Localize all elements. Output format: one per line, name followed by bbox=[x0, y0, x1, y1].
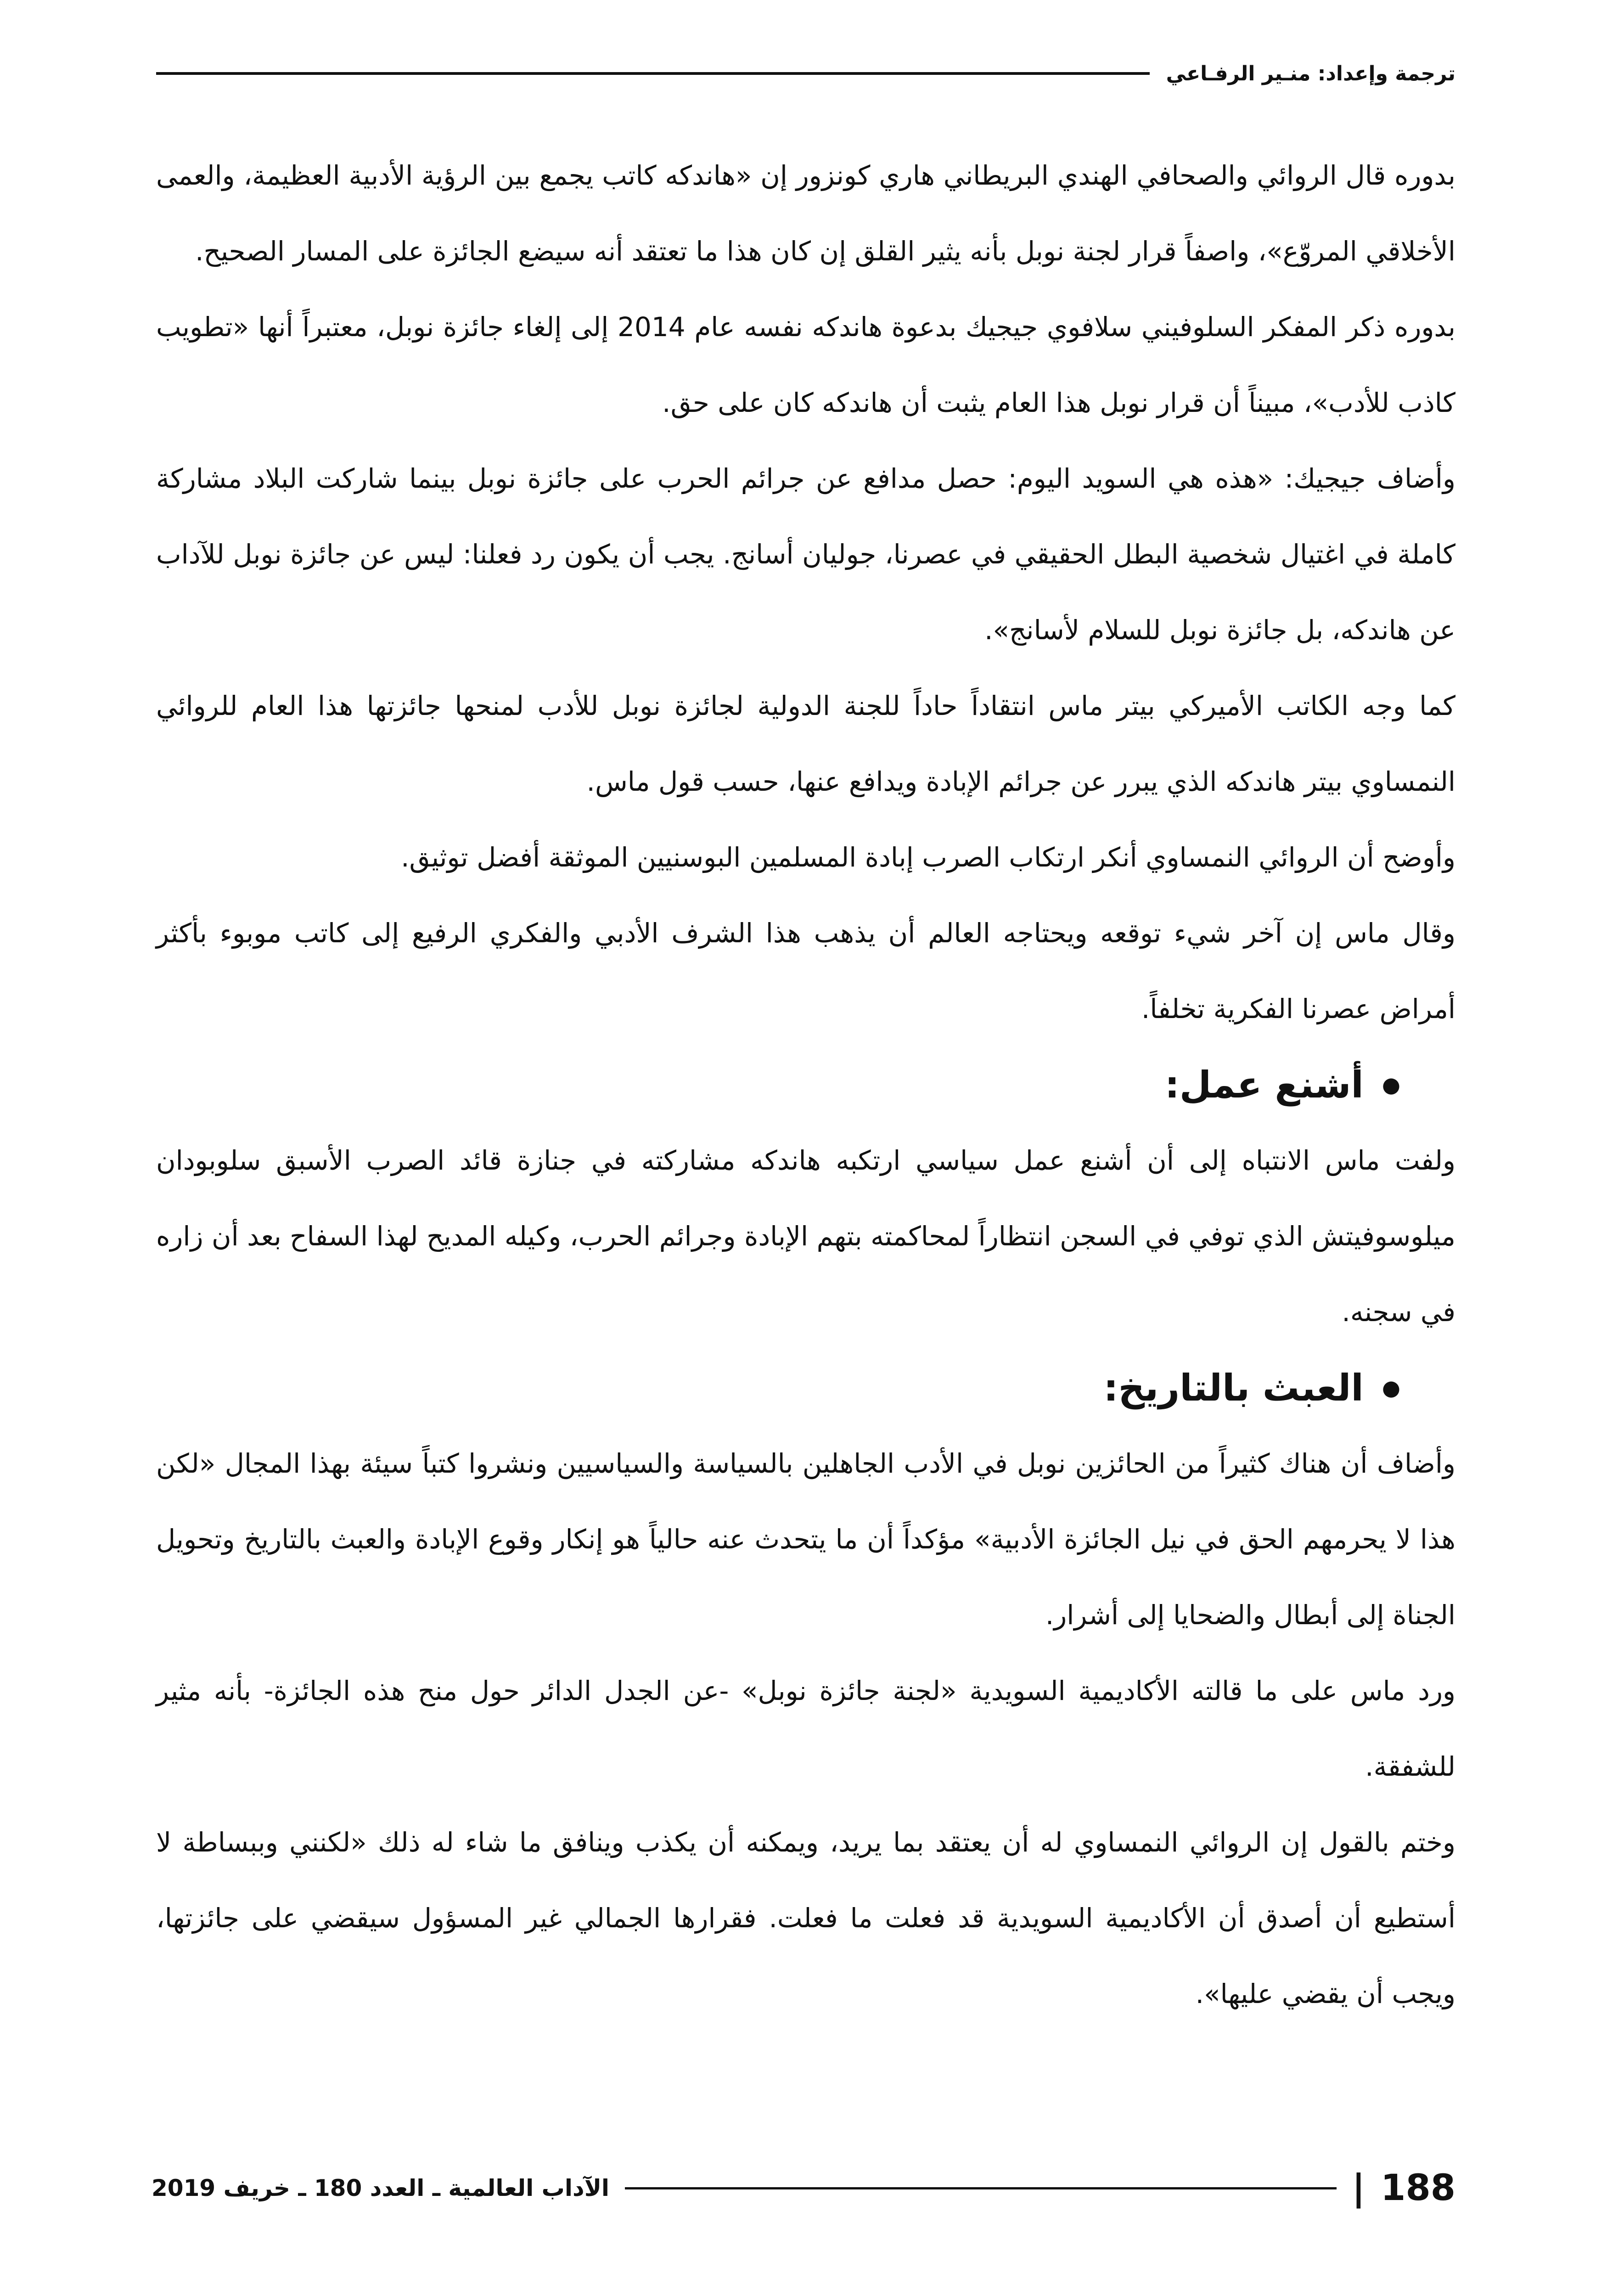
journal-issue: الآداب العالمية ـ العدد 180 ـ خريف 2019 bbox=[152, 2175, 610, 2201]
paragraph: وأضاف أن هناك كثيراً من الحائزين نوبل في الأدب الجاهلين بالسياسة والسياسيين ونشروا كتباً سيئة بهذا المجال «لكن هذا لا يحرمهم الحق في نيل الجائزة الأدبية» مؤكداً أن ما يتحدث عنه حالياً هو إنكار وقوع الإبادة والعبث بالتاريخ وتحويل الجناة إلى أبطال والضحايا إلى أشرار. bbox=[156, 1448, 1455, 1631]
section-heading-text: أشنع عمل: bbox=[1164, 1064, 1364, 1106]
paragraph: كما وجه الكاتب الأميركي بيتر ماس انتقاداً حاداً للجنة الدولية لجائزة نوبل للأدب لمنحها جائزتها هذا العام للروائي النمساوي بيتر هاندكه الذي يبرر عن جرائم الإبادة ويدافع عنها، حسب قول ماس. bbox=[156, 690, 1455, 797]
section-heading bbox=[156, 1350, 1455, 1426]
article-body bbox=[156, 138, 1455, 2032]
paragraph: وأوضح أن الروائي النمساوي أنكر ارتكاب الصرب إبادة المسلمين البوسنيين الموثقة أفضل توثيق. bbox=[401, 842, 1455, 873]
paragraph: وأضاف جيجيك: «هذه هي السويد اليوم: حصل مدافع عن جرائم الحرب على جائزة نوبل بينما شاركت البلاد مشاركة كاملة في اغتيال شخصية البطل الحقيقي في عصرنا، جوليان أسانج. يجب أن يكون رد فعلنا: ليس عن جائزة نوبل للآداب عن هاندكه، بل جائزة نوبل للسلام لأسانج». bbox=[156, 463, 1455, 646]
footer-rule bbox=[625, 2187, 1337, 2189]
paragraph: ولفت ماس الانتباه إلى أن أشنع عمل سياسي ارتكبه هاندكه مشاركته في جنازة قائد الصرب الأسبق سلوبودان ميلوسوفيتش الذي توفي في السجن انتظاراً لمحاكمته بتهم الإبادة وجرائم الحرب، وكيله المديح لهذا السفاح بعد أن زاره في سجنه. bbox=[156, 1145, 1455, 1328]
bullet-icon: ● bbox=[1382, 1072, 1400, 1097]
page-number: 188 bbox=[1381, 2167, 1455, 2209]
translator-credit: ترجمة وإعداد: منـير الرفـاعي bbox=[1166, 62, 1455, 85]
paragraph: ورد ماس على ما قالته الأكاديمية السويدية «لجنة جائزة نوبل» -عن الجدل الدائر حول منح هذه الجائزة- بأنه مثير للشفقة. bbox=[156, 1675, 1455, 1782]
bullet-icon: ● bbox=[1382, 1375, 1400, 1400]
paragraph: بدوره ذكر المفكر السلوفيني سلافوي جيجيك بدعوة هاندكه نفسه عام 2014 إلى إلغاء جائزة نوبل، معتبراً أنها «تطويب كاذب للأدب»، مبيناً أن قرار نوبل هذا العام يثبت أن هاندكه كان على حق. bbox=[156, 311, 1455, 418]
paragraph: وختم بالقول إن الروائي النمساوي له أن يعتقد بما يريد، ويمكنه أن يكذب وينافق ما شاء له ذلك «لكنني وببساطة لا أستطيع أن أصدق أن الأكاديمية السويدية قد فعلت ما فعلت. فقرارها الجمالي غير المسؤول سيقضي على جائزتها، ويجب أن يقضي عليها». bbox=[156, 1827, 1455, 2009]
page-header bbox=[156, 55, 1455, 92]
header-rule bbox=[156, 72, 1150, 75]
paragraph: بدوره قال الروائي والصحافي الهندي البريطاني هاري كونزور إن «هاندكه كاتب يجمع بين الرؤية الأدبية العظيمة، والعمى الأخلاقي المروّع»، واصفاً قرار لجنة نوبل بأنه يثير القلق إن كان هذا ما تعتقد أنه سيضع الجائزة على المسار الصحيح. bbox=[156, 160, 1455, 267]
section-heading bbox=[156, 1047, 1455, 1123]
section-heading-text: العبث بالتاريخ: bbox=[1103, 1367, 1364, 1409]
footer-separator: | bbox=[1352, 2167, 1365, 2209]
page-footer bbox=[152, 2167, 1455, 2209]
paragraph: وقال ماس إن آخر شيء توقعه ويحتاجه العالم أن يذهب هذا الشرف الأدبي والفكري الرفيع إلى كاتب موبوء بأكثر أمراض عصرنا الفكرية تخلفاً. bbox=[156, 917, 1455, 1024]
